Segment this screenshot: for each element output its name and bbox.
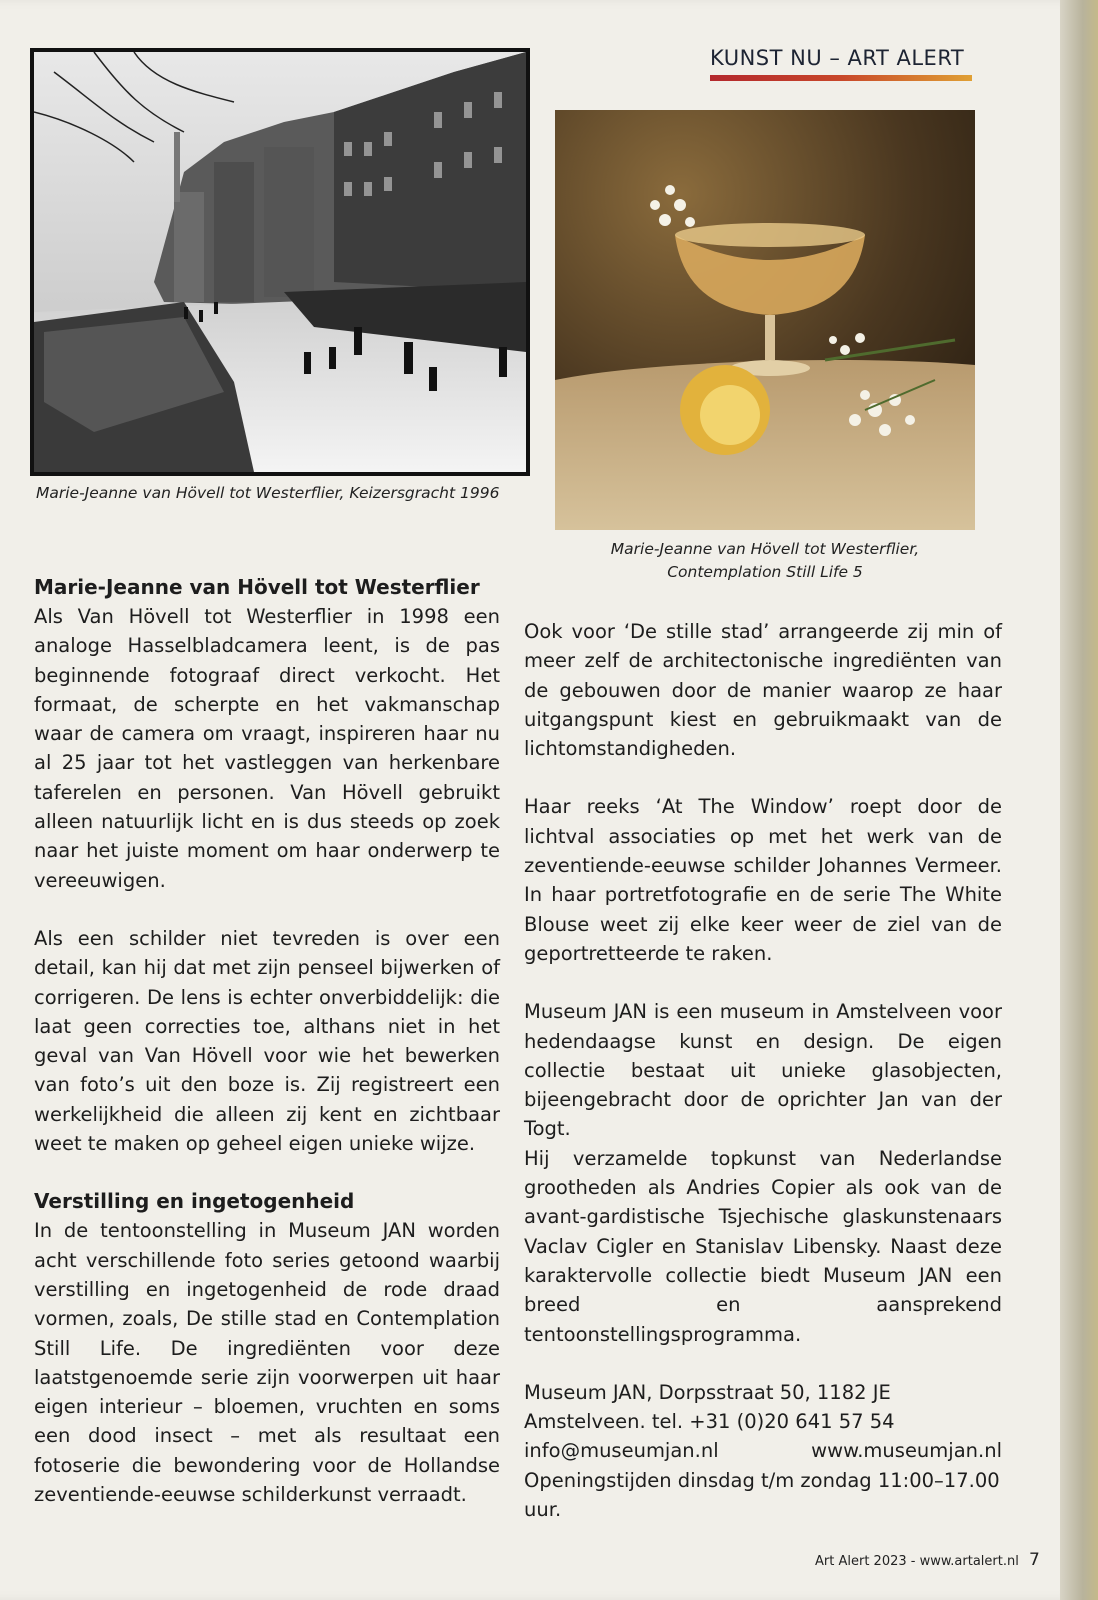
section-title: KUNST NU – ART ALERT <box>710 46 965 70</box>
page-edge <box>1060 0 1098 1600</box>
paragraph-intro: Als Van Hövell tot Westerflier in 1998 een analoge Hasselbladcamera leent, is de pas beginnende fotograaf direct verkocht. Het formaat, de scherpte en het vakmanschap waar de camera om vraagt, inspireren haar nu al 25 jaar tot het vastleggen van herkenbare taferelen en personen. Van Hövell gebruikt alleen natuurlijk licht en is dus steeds op zoek naar het juiste moment om haar onderwerp te vereeuwigen. <box>34 605 500 892</box>
section-heading: Verstilling en ingetogenheid <box>34 1189 355 1214</box>
paragraph-lens: Als een schilder niet tevreden is over een detail, kan hij dat met zijn penseel bijwerken of corrigeren. De lens is echter onverbiddelijk: die laat geen correcties toe, althans niet in het geval van Van Hövell voor wie het bewerken van foto’s uit den boze is. Zij registreert een werkelijkheid die alleen zij kent en zichtbaar weet te maken op geheel eigen unieke wijze. <box>34 926 500 1156</box>
opening-hours: Openingstijden dinsdag t/m zondag 11:00–17.00 uur. <box>524 1468 1000 1522</box>
article-column-right <box>524 617 1002 1524</box>
still-life-photo <box>555 110 975 530</box>
paragraph-museum: Museum JAN is een museum in Amstelveen voor hedendaagse kunst en design. De eigen collectie bestaat uit unieke glasobjecten, bijeengebracht door de oprichter Jan van der Togt. <box>524 1000 1002 1141</box>
contact-row <box>524 1436 1002 1465</box>
page-number: 7 <box>1028 1550 1040 1570</box>
canal-winter-photo <box>34 52 526 472</box>
museum-website[interactable]: www.museumjan.nl <box>811 1439 1002 1463</box>
section-header <box>710 46 972 81</box>
photo2-caption <box>555 538 975 584</box>
footer-text: Art Alert 2023 - www.artalert.nl <box>815 1554 1019 1569</box>
photo-still-life <box>555 110 975 530</box>
museum-address: Museum JAN, Dorpsstraat 50, 1182 JE Amstelveen. tel. +31 (0)20 641 57 54 <box>524 1380 895 1434</box>
paragraph-collection: Hij verzamelde topkunst van Nederlandse grootheden als Andries Copier als ook van de avant-gardistische Tsjechische glaskunstenaars Vaclav Cigler en Stanislav Libensky. Naast deze karaktervolle collectie biedt Museum JAN een breed en aansprekend tentoonstellingsprogramma. <box>524 1146 1002 1346</box>
photo2-caption-line2: Contemplation Still Life 5 <box>667 563 863 581</box>
paragraph-stille-stad: Ook voor ‘De stille stad’ arrangeerde zij min of meer zelf de architectonische ingrediënten van de gebouwen door de manier waarop ze haar uitgangspunt kiest en gebruikmaakt van de lichtomstandigheden. <box>524 620 1002 761</box>
article-heading: Marie-Jeanne van Hövell tot Westerflier <box>34 575 480 599</box>
paragraph-exhibition: In de tentoonstelling in Museum JAN worden acht verschillende foto series getoond waarbij verstilling en ingetogenheid de rode draad vormen, zoals, De stille stad en Contemplation Still Life. De ingrediënten voor deze laatstgenoemde serie zijn voorwerpen uit haar eigen interieur – bloemen, vruchten en soms een dood insect – met als resultaat een fotoserie die bewondering voor de Hollandse zeventiende-eeuwse schilderkunst verraadt. <box>34 1219 500 1507</box>
photo1-caption: Marie-Jeanne van Hövell tot Westerflier, Keizersgracht 1996 <box>36 484 500 502</box>
paragraph-at-the-window: Haar reeks ‘At The Window’ roept door de lichtval associaties op met het werk van de zeventiende-eeuwse schilder Johannes Vermeer. In haar portretfotografie en de serie The White Blouse weet zij elke keer weer de ziel van de geportretteerde te raken. <box>524 795 1002 965</box>
article-column-left <box>34 573 500 1509</box>
museum-contact <box>524 1378 1002 1524</box>
museum-email[interactable]: info@museumjan.nl <box>524 1439 719 1463</box>
page-footer <box>815 1550 1040 1570</box>
photo2-caption-line1: Marie-Jeanne van Hövell tot Westerflier, <box>610 540 920 558</box>
header-color-bar <box>710 75 972 81</box>
photo-keizersgracht <box>30 48 530 476</box>
